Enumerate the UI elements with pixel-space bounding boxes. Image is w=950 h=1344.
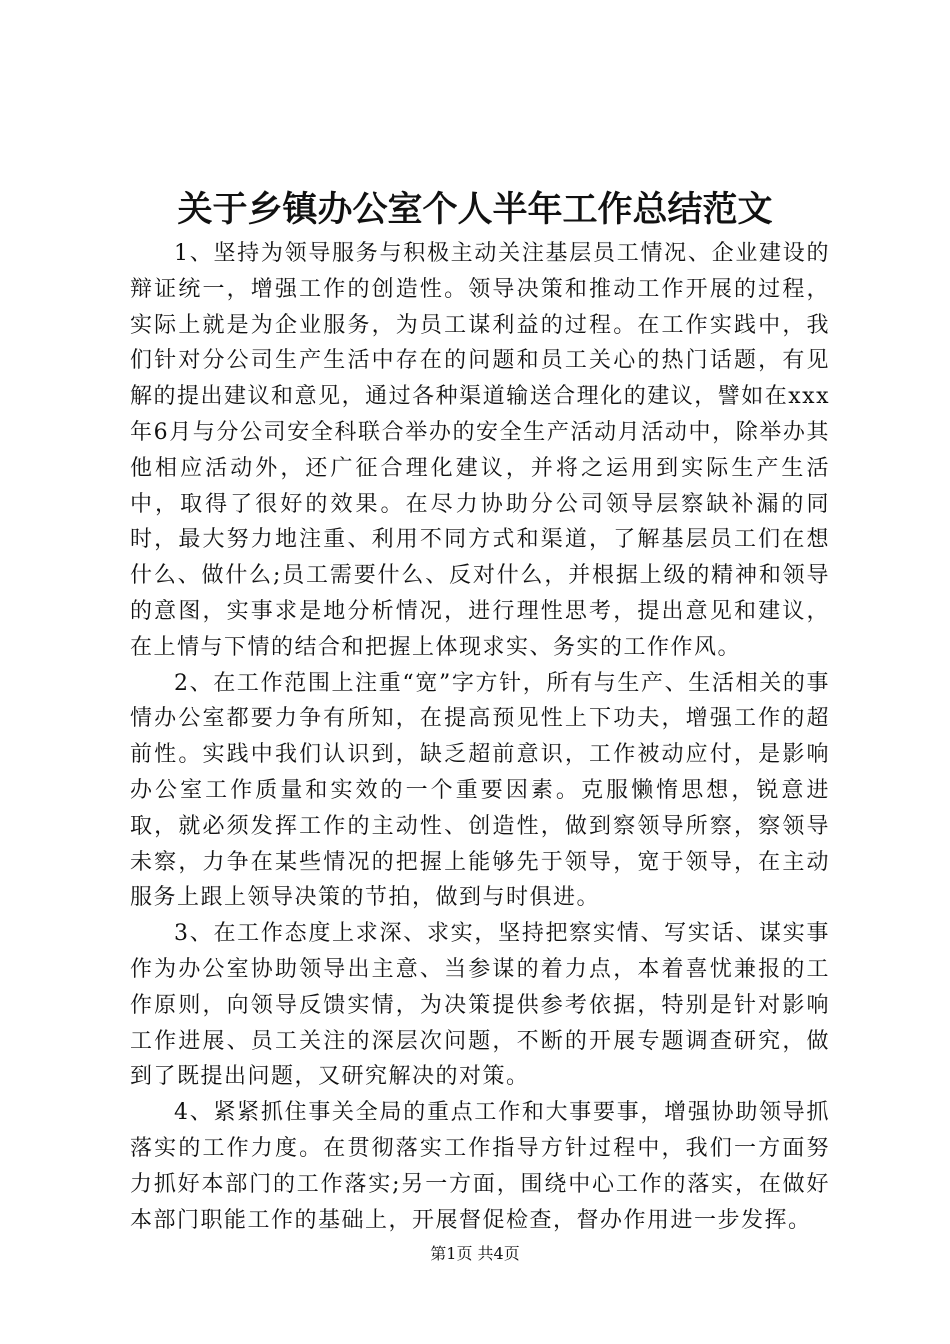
body-paragraph-1: 1、坚持为领导服务与积极主动关注基层员工情况、企业建设的辩证统一，增强工作的创造性。领导决策和推动工作开展的过程，实际上就是为企业服务，为员工谋利益的过程。在工作实践中，我们针对分公司生产生活中存在的问题和员工关心的热门话题，有见解的提出建议和意见，通过各种渠道输送合理化的建议，譬如在xxx年6月与分公司安全科联合举办的安全生产活动月活动中，除举办其他相应活动外，还广征合理化建议，并将之运用到实际生产生活中，取得了很好的效果。在尽力协助分公司领导层察缺补漏的同时，最大努力地注重、利用不同方式和渠道，了解基层员工们在想什么、做什么;员工需要什么、反对什么，并根据上级的精神和领导的意图，实事求是地分析情况，进行理性思考，提出意见和建议，在上情与下情的结合和把握上体现求实、务实的工作作风。 bbox=[130, 241, 830, 660]
body-paragraph-3: 3、在工作态度上求深、求实，坚持把察实情、写实话、谋实事作为办公室协助领导出主意、当参谋的着力点，本着喜忧兼报的工作原则，向领导反馈实情，为决策提供参考依据，特别是针对影响工作进展、员工关注的深层次问题，不断的开展专题调查研究，做到了既提出问题，又研究解决的对策。 bbox=[130, 921, 830, 1090]
document-body bbox=[130, 236, 830, 1238]
body-paragraph-2: 2、在工作范围上注重“宽”字方针，所有与生产、生活相关的事情办公室都要力争有所知，在提高预见性上下功夫，增强工作的超前性。实践中我们认识到，缺乏超前意识，工作被动应付，是影响办公室工作质量和实效的一个重要因素。克服懒惰思想，锐意进取，就必须发挥工作的主动性、创造性，做到察领导所察，察领导未察，力争在某些情况的把握上能够先于领导，宽于领导，在主动服务上跟上领导决策的节拍，做到与时俱进。 bbox=[130, 670, 830, 911]
document-title: 关于乡镇办公室个人半年工作总结范文 bbox=[177, 189, 773, 230]
body-paragraph-4: 4、紧紧抓住事关全局的重点工作和大事要事，增强协助领导抓落实的工作力度。在贯彻落实工作指导方针过程中，我们一方面努力抓好本部门的工作落实;另一方面，围绕中心工作的落实，在做好本部门职能工作的基础上，开展督促检查，督办作用进一步发挥。 bbox=[130, 1100, 830, 1233]
page-number-footer: 第1页 共4页 bbox=[430, 1244, 520, 1263]
